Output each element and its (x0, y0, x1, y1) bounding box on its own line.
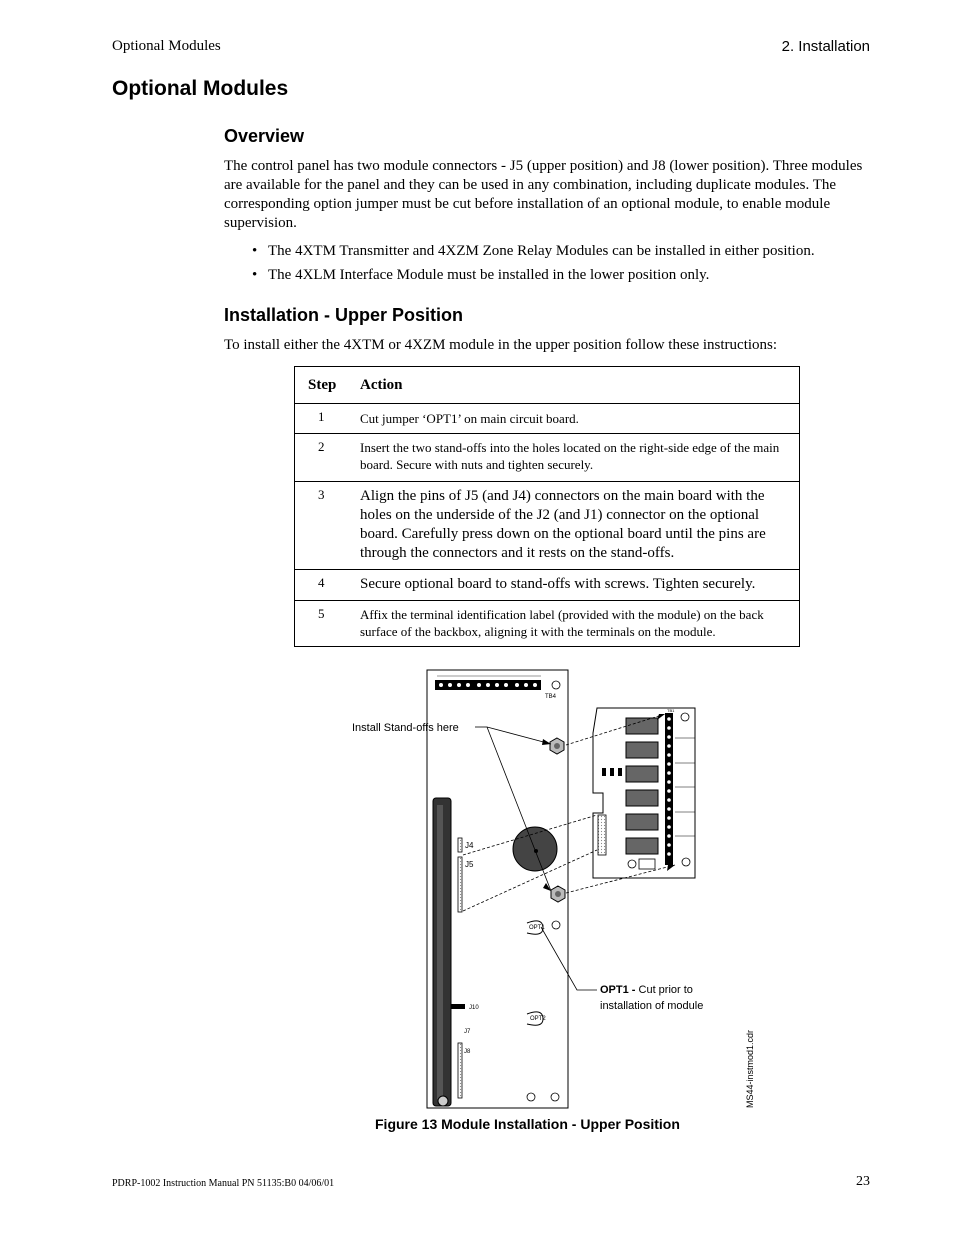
figure-caption: Figure 13 Module Installation - Upper Position (375, 1116, 680, 1132)
footer-document-id: PDRP-1002 Instruction Manual PN 51135:B0 04/06/01 (112, 1178, 335, 1189)
opt1-callout-line2: installation of module (600, 1000, 704, 1012)
opt1-label: OPT1 (529, 925, 545, 931)
running-header-chapter: 2. Installation (781, 38, 870, 55)
bullet-dot-icon: • (252, 243, 258, 259)
step-number: 3 (295, 482, 361, 570)
j8-label: J8 (464, 1049, 471, 1055)
j10-label: J10 (469, 1005, 479, 1011)
table-row (295, 482, 800, 570)
table-row (295, 404, 800, 434)
optional-module-board (593, 708, 695, 878)
bullet-item: • The 4XLM Interface Module must be installed in the lower position only. (252, 267, 710, 283)
table-row (295, 434, 800, 482)
table-header-row (295, 367, 800, 404)
tb1-label: TB1 (667, 708, 675, 713)
bullet-dot-icon: • (252, 267, 258, 283)
standoffs-callout: Install Stand-offs here (352, 722, 459, 734)
installation-intro: To install either the 4XTM or 4XZM module in the upper position follow these instructions: (224, 337, 778, 353)
header-step: Step (295, 367, 361, 404)
table-row (295, 570, 800, 601)
opt1-callout: OPT1 - Cut prior to (600, 984, 693, 996)
module-installation-figure (345, 665, 775, 1115)
bullet-item: • The 4XTM Transmitter and 4XZM Zone Relay Modules can be installed in either position. (252, 243, 815, 259)
overview-heading: Overview (224, 126, 305, 146)
step-action: Affix the terminal identification label (provided with the module) on the back surface of the backbox, aligning it with the terminals on the module. (360, 601, 800, 647)
overview-paragraph: The control panel has two module connectors - J5 (upper position) and J8 (lower position). Three modules are available for the panel and they can be used in any combination, including duplicate modules. The corresponding option jumper must be cut before installation of an optional module, to enable module supervision. (224, 158, 863, 231)
steps-table (294, 366, 800, 647)
step-number: 1 (295, 404, 361, 434)
tb4-label: TB4 (545, 694, 557, 700)
step-number: 2 (295, 434, 361, 482)
j4-label: J4 (465, 841, 474, 850)
step-number: 5 (295, 601, 361, 647)
figure-file-label: MS44-instmod1.cdr (745, 1029, 755, 1108)
opt2-label: OPT2 (530, 1016, 546, 1022)
running-header-section: Optional Modules (112, 38, 221, 54)
page-title: Optional Modules (112, 77, 289, 100)
page-number: 23 (856, 1174, 870, 1189)
step-action: Secure optional board to stand-offs with screws. Tighten securely. (360, 570, 800, 601)
table-row (295, 601, 800, 647)
overview-bullet-list (224, 266, 874, 285)
step-number: 4 (295, 570, 361, 601)
header-action: Action (360, 367, 800, 404)
installation-heading: Installation - Upper Position (224, 305, 464, 325)
step-action: Align the pins of J5 (and J4) connectors on the main board with the holes on the underside of the J2 (and J1) connector on the optional board. Carefully press down on the optional board until the pins are through the connectors and it rests on the stand-offs. (360, 482, 800, 570)
step-action: Insert the two stand-offs into the holes located on the right-side edge of the main board. Secure with nuts and tighten securely. (360, 434, 800, 482)
overview-bullet-list (224, 242, 874, 261)
j5-label: J5 (465, 860, 474, 869)
step-action: Cut jumper ‘OPT1’ on main circuit board. (360, 404, 800, 434)
j7-label: J7 (464, 1029, 471, 1035)
